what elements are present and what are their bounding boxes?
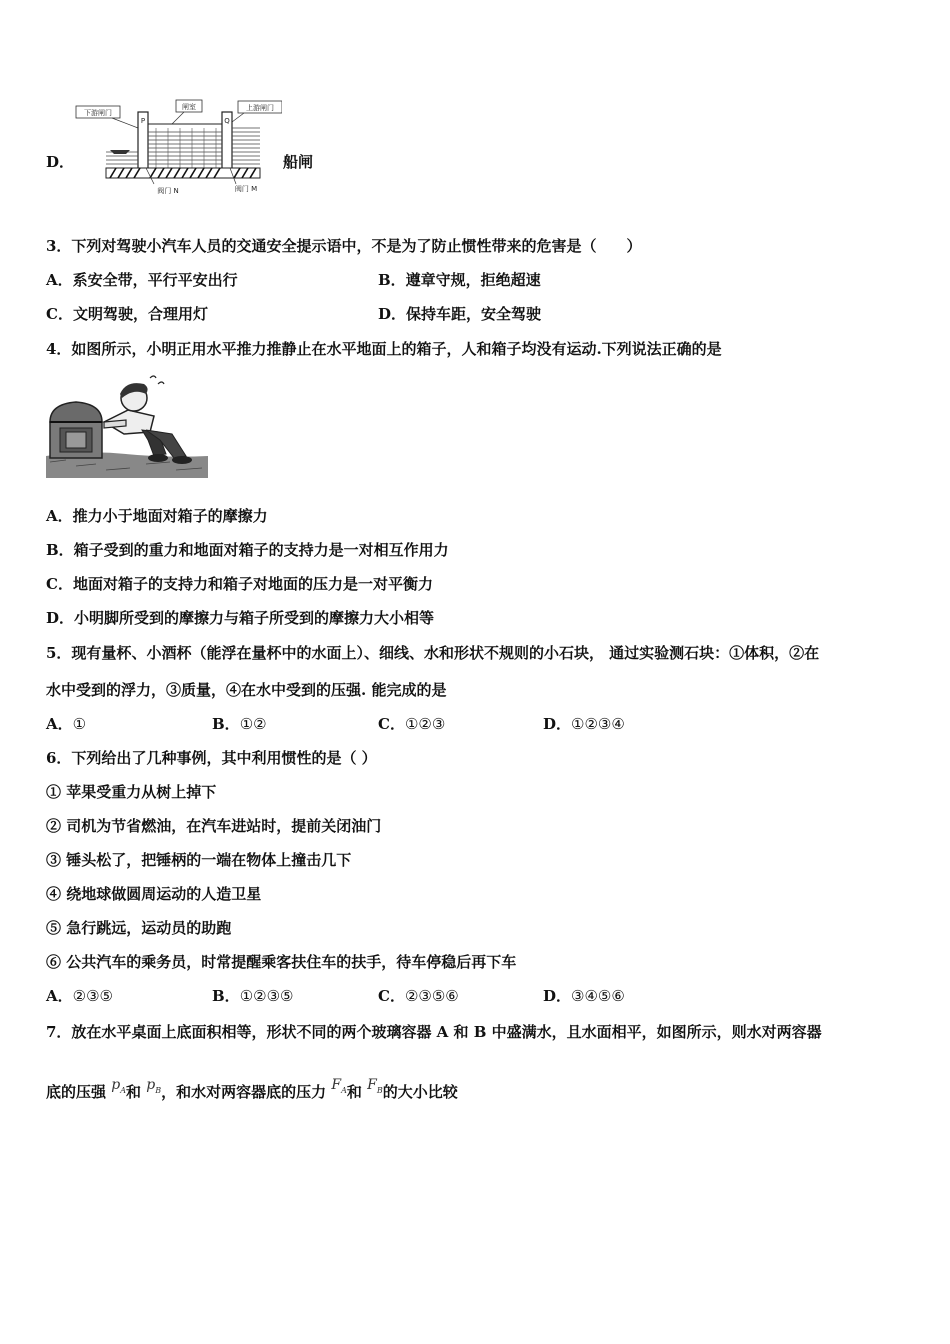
q5-option-d: D．①②③④ (543, 715, 625, 733)
symbol-fa: $F_A$ (331, 1077, 347, 1095)
ship-lock-diagram (72, 98, 282, 198)
q6-option-b: B．①②③⑤ (212, 987, 294, 1005)
q4-stem: 4．如图所示，小明正用水平推力推静止在水平地面上的箱子，人和箱子均没有运动.下列说法正确的是 (46, 340, 722, 358)
q6-option-d: D．③④⑤⑥ (543, 987, 625, 1005)
lower-gate-label: 下游闸门 (84, 109, 112, 117)
q2-option-d-letter: D． (46, 153, 75, 171)
gate-p-label: P (140, 117, 146, 125)
q2-option-d-text: 船闸 (283, 153, 314, 171)
q6-option-c: C．②③⑤⑥ (378, 987, 459, 1005)
q6-item-1: ① 苹果受重力从树上掉下 (46, 783, 217, 801)
q4-option-c: C．地面对箱子的支持力和箱子对地面的压力是一对平衡力 (46, 575, 433, 593)
q5-option-c: C．①②③ (378, 715, 446, 733)
q5-option-b: B．①② (212, 715, 267, 733)
valve-m-label: 阀门 M (234, 185, 258, 193)
q6-item-3: ③ 锤头松了，把锤柄的一端在物体上撞击几下 (46, 851, 352, 869)
q6-option-a: A．②③⑤ (46, 987, 113, 1005)
q6-stem: 6．下列给出了几种事例，其中利用惯性的是（ ） (46, 749, 377, 767)
gate-q-label: Q (224, 117, 230, 125)
q4-option-b: B．箱子受到的重力和地面对箱子的支持力是一对相互作用力 (46, 541, 449, 559)
q6-item-2: ② 司机为节省燃油，在汽车进站时，提前关闭油门 (46, 817, 382, 835)
q5-stem-line2: 水中受到的浮力，③质量，④在水中受到的压强. 能完成的是 (46, 681, 447, 699)
q6-item-4: ④ 绕地球做圆周运动的人造卫星 (46, 885, 262, 903)
symbol-fb: $F_B$ (367, 1077, 383, 1095)
q3-option-d: D．保持车距，安全驾驶 (378, 305, 542, 323)
symbol-pa: $p_A$ (111, 1077, 126, 1095)
symbol-pb: $p_B$ (146, 1077, 162, 1095)
q3-option-a: A．系安全带，平行平安出行 (46, 271, 238, 289)
chamber-label: 闸室 (182, 103, 196, 111)
q4-option-a: A．推力小于地面对箱子的摩擦力 (46, 507, 268, 525)
q4-option-d: D．小明脚所受到的摩擦力与箱子所受到的摩擦力大小相等 (46, 609, 435, 627)
q6-item-6: ⑥ 公共汽车的乘务员，时常提醒乘客扶住车的扶手，待车停稳后再下车 (46, 953, 517, 971)
upper-gate-label: 上游闸门 (246, 104, 274, 112)
q6-item-5: ⑤ 急行跳远，运动员的助跑 (46, 919, 232, 937)
boy-pushing-box-illustration (46, 370, 208, 478)
q3-stem: 3．下列对驾驶小汽车人员的交通安全提示语中，不是为了防止惯性带来的危害是（ ） (46, 237, 642, 255)
q3-option-b: B．遵章守规，拒绝超速 (378, 271, 541, 289)
q5-option-a: A．① (46, 715, 87, 733)
valve-n-label: 阀门 N (157, 187, 179, 195)
q3-option-c: C．文明驾驶，合理用灯 (46, 305, 208, 323)
q5-stem-line1: 5．现有量杯、小酒杯（能浮在量杯中的水面上）、细线、水和形状不规则的小石块， 通过实验测石块：①体积，②在 (46, 644, 820, 662)
q7-stem-line1: 7．放在水平桌面上底面积相等，形状不同的两个玻璃容器 A 和 B 中盛满水，且水面相平，如图所示，则水对两容器 (46, 1023, 822, 1041)
q7-stem-line2: 底的压强 $p_A$和 $p_B$，和水对两容器底的压力 $F_A$和 $F_B$的大小比较 (46, 1077, 458, 1101)
